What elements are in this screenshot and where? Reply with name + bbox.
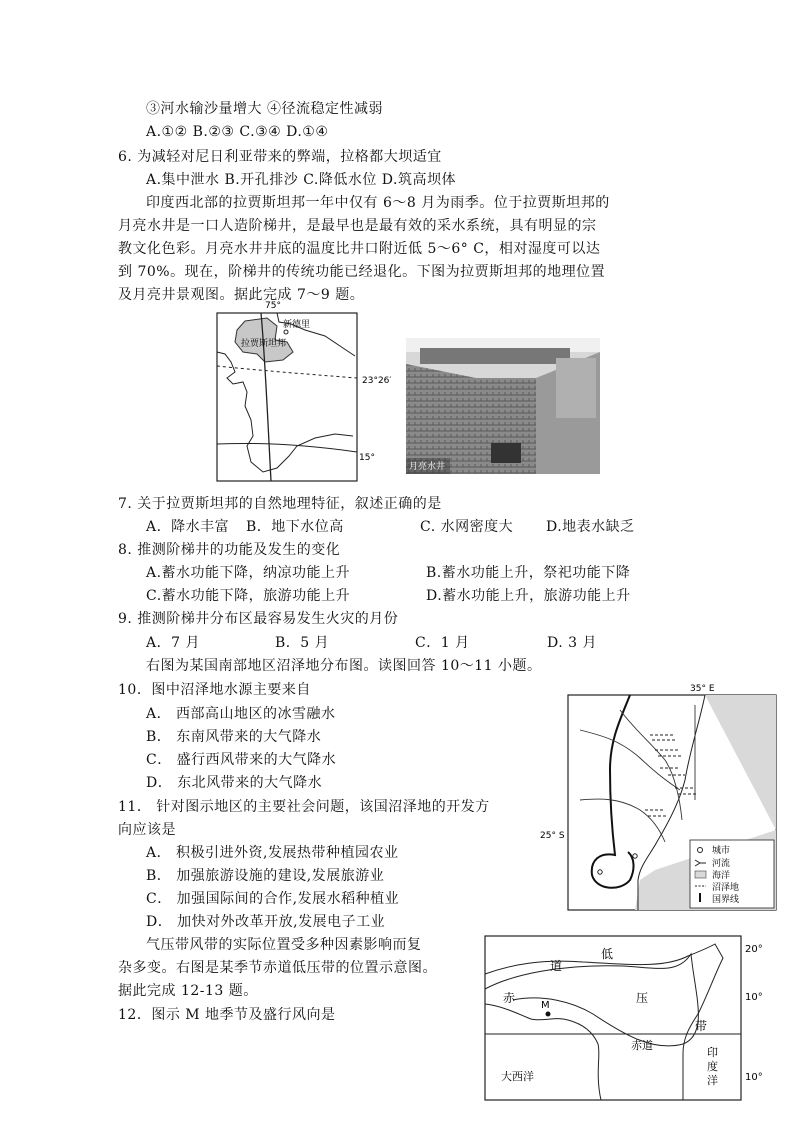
map2-longitude-label: 35° E [690, 684, 715, 694]
passage1-line2: 月亮水井是一口人造阶梯井，是最早也是最有效的采水系统，具有明显的宗 [118, 218, 597, 234]
legend-ocean-icon [695, 871, 706, 878]
q10-option-d: D． 东北风带来的大气降水 [146, 775, 323, 791]
map3-lat-10s: 10° [745, 1072, 763, 1083]
passage3-line2: 杂多变。右图是某季节赤道低压带的位置示意图。 [118, 960, 437, 976]
q11-option-c: C． 加强国际间的合作,发展水稻种植业 [146, 891, 400, 907]
map3-indian-1: 印 [707, 1046, 718, 1059]
passage2: 右图为某国南部地区沼泽地分布图。读图回答 10～11 小题。 [146, 658, 542, 674]
belt-char-5: 带 [695, 1019, 708, 1033]
q8-option-a: A.蓄水功能下降，纳凉功能上升 [146, 565, 351, 581]
map3-indian-3: 洋 [707, 1074, 718, 1087]
belt-char-1: 赤 [503, 991, 516, 1005]
q8-option-c: C.蓄水功能下降，旅游功能上升 [146, 588, 351, 604]
belt-char-2: 道 [550, 959, 563, 973]
map1-latitude-15-label: 15° [359, 453, 375, 463]
map3-point-m: M [541, 1000, 550, 1011]
q9-option-c: C．1 月 [415, 635, 470, 651]
q8-stem: 8. 推测阶梯井的功能及发生的变化 [118, 542, 341, 558]
q12-stem: 12．图示 M 地季节及盛行风向是 [118, 1007, 336, 1023]
q7-stem: 7. 关于拉贾斯坦邦的自然地理特征，叙述正确的是 [118, 496, 442, 512]
q11-option-b: B． 加强旅游设施的建设,发展旅游业 [146, 868, 385, 884]
map1-longitude-label: 75° [265, 301, 281, 311]
passage3-line1: 气压带风带的实际位置受多种因素影响而复 [146, 937, 422, 953]
q10-option-a: A． 西部高山地区的冰雪融水 [146, 706, 336, 722]
belt-char-3: 低 [601, 947, 614, 961]
q11-stem-line2: 向应该是 [118, 822, 176, 838]
q11-option-d: D． 加快对外改革开放,发展电子工业 [146, 914, 386, 930]
q6-stem: 6. 为减轻对尼日利亚带来的弊端，拉格都大坝适宜 [118, 149, 442, 165]
passage1-line5: 及月亮井景观图。据此完成 7～9 题。 [118, 287, 365, 303]
passage3-line3: 据此完成 12-13 题。 [118, 983, 258, 999]
q8-option-b: B.蓄水功能上升，祭祀功能下降 [426, 565, 631, 581]
q7-option-c: C. 水网密度大 [420, 519, 514, 535]
q8-option-d: D.蓄水功能上升，旅游功能上升 [426, 588, 631, 604]
map1-city-label: 新德里 [283, 320, 311, 330]
q5-choices: A.①② B.②③ C.③④ D.①④ [146, 124, 329, 140]
stepwell-photo [406, 338, 600, 474]
legend-border-label: 国界线 [712, 895, 740, 905]
belt-char-4: 压 [636, 991, 649, 1005]
passage1-line3: 教文化色彩。月亮水井井底的温度比井口附近低 5～6° C，相对湿度可以达 [118, 241, 601, 257]
map1-state-label: 拉贾斯坦邦 [241, 339, 287, 349]
legend-swamp-label: 沼泽地 [712, 883, 740, 893]
equatorial-low-map [483, 934, 768, 1104]
q7-option-b: B．地下水位高 [246, 519, 344, 535]
legend-ocean-label: 海洋 [712, 871, 731, 881]
q7-option-d: D.地表水缺乏 [546, 519, 635, 535]
q10-stem: 10．图中沼泽地水源主要来自 [118, 682, 311, 698]
map3-lat-20: 20° [745, 944, 763, 955]
legend-city-icon [698, 848, 703, 853]
q6-choices: A.集中泄水 B.开孔排沙 C.降低水位 D.筑高坝体 [146, 172, 456, 188]
q9-option-a: A．7 月 [146, 635, 200, 651]
legend-city-label: 城市 [712, 846, 731, 856]
passage1-line4: 到 70%。现在，阶梯井的传统功能已经退化。下图为拉贾斯坦邦的地理位置 [118, 264, 606, 280]
q9-option-b: B．5 月 [275, 635, 330, 651]
rajasthan-map [205, 296, 392, 486]
wetland-map [540, 680, 780, 912]
q11-stem-line1: 11． 针对图示地区的主要社会问题，该国沼泽地的开发方 [118, 799, 490, 815]
q7-option-a: A．降水丰富 [146, 519, 230, 535]
q11-option-a: A． 积极引进外资,发展热带种植园农业 [146, 845, 399, 861]
passage1-line1: 印度西北部的拉贾斯坦邦一年中仅有 6～8 月为雨季。位于拉贾斯坦邦的 [146, 195, 610, 211]
map3-atlantic-label: 大西洋 [501, 1070, 534, 1083]
map2-latitude-label: 25° S [540, 831, 565, 841]
photo-caption: 月亮水井 [409, 462, 446, 472]
q10-option-b: B． 东南风带来的大气降水 [146, 729, 322, 745]
map3-lat-10n: 10° [745, 992, 763, 1003]
q10-option-c: C． 盛行西风带来的大气降水 [146, 752, 337, 768]
q9-option-d: D. 3 月 [547, 635, 597, 651]
legend-river-label: 河流 [712, 859, 731, 869]
q9-stem: 9. 推测阶梯井分布区最容易发生火灾的月份 [118, 611, 399, 627]
map3-indian-2: 度 [707, 1060, 718, 1073]
map3-equator-label: 赤道 [631, 1039, 653, 1052]
map1-tropic-label: 23°26′ [362, 376, 392, 386]
q5-options-line: ③河水输沙量增大 ④径流稳定性减弱 [146, 101, 383, 117]
